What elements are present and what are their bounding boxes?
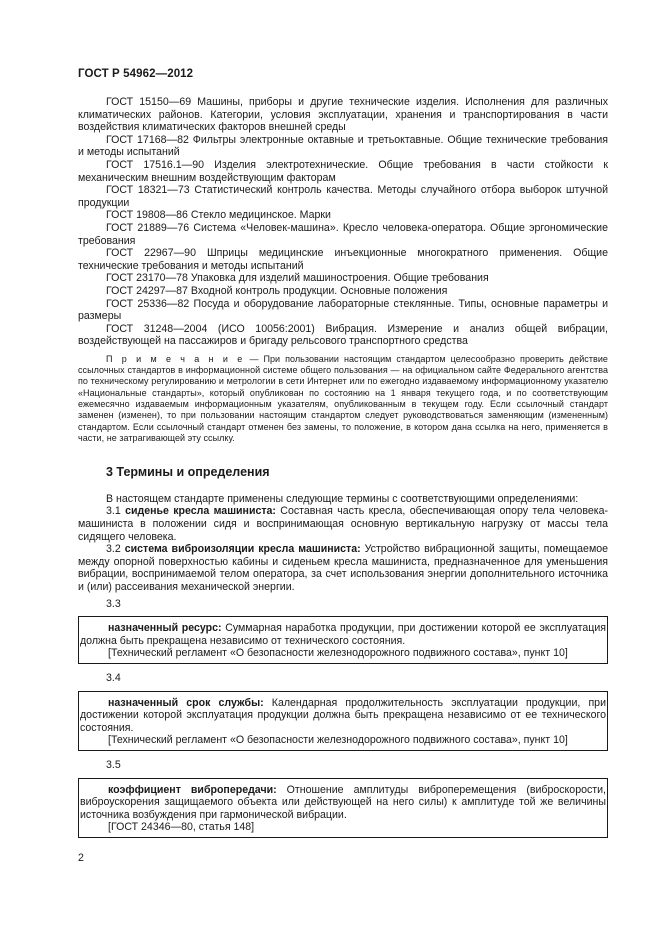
- term-3-1: [78, 505, 608, 543]
- term-name: система виброизоляции кресла машиниста:: [124, 543, 361, 556]
- term-name: назначенный срок службы:: [108, 696, 264, 709]
- note-label: П р и м е ч а н и е: [106, 353, 245, 364]
- term-number: 3.4: [106, 671, 121, 684]
- reference-item: ГОСТ 15150—69 Машины, приборы и другие технические изделия. Исполнения для различных климатических районов. Категории, условия эксплуатации, хранения и транспортирования в части воздействия климатических факторов внешней среды: [78, 96, 608, 134]
- reference-item: ГОСТ 17516.1—90 Изделия электротехнические. Общие требования в части стойкости к механическим внешним воздействующим факторам: [78, 158, 608, 184]
- term-source: [Технический регламент «О безопасности железнодорожного подвижного состава», пункт 10]: [108, 734, 568, 747]
- term-definition: Устройство вибрационной защиты, помещаемое между опорной поверхностью кабины и сиденьем кресла машиниста, предназначенное для уменьшения вибрации, воспринимаемой телом оператора, за счет использования энергии дополнительного источника и (или) рассеивания механической энергии.: [78, 543, 609, 593]
- term-3-3: [79, 622, 607, 647]
- note-paragraph: [78, 354, 608, 444]
- term-3-3-box: [78, 616, 608, 664]
- section-intro: В настоящем стандарте применены следующие термины с соответствующими определениями:: [106, 492, 579, 505]
- page-content: [78, 96, 608, 846]
- term-3-5-box: [78, 778, 608, 838]
- reference-item: ГОСТ 19808—86 Стекло медицинское. Марки: [106, 209, 331, 222]
- term-number: 3.1: [106, 505, 126, 518]
- term-3-5: [79, 784, 607, 822]
- page-header: ГОСТ Р 54962—2012: [78, 68, 194, 80]
- term-source: [Технический регламент «О безопасности железнодорожного подвижного состава», пункт 10]: [108, 647, 568, 660]
- term-definition: Отношение амплитуды виброперемещения (виброскорости, виброускорения защищаемого объекта или действующей на него силы) к амплитуде той же величины источника возбуждения при гармонической вибрации.: [80, 783, 606, 821]
- term-number: 3.5: [106, 758, 121, 771]
- term-name: назначенный ресурс:: [108, 622, 222, 635]
- reference-item: ГОСТ 22967—90 Шприцы медицинские инъекционные многократного применения. Общие технические требования и методы испытаний: [78, 247, 608, 272]
- term-definition: Суммарная наработка продукции, при достижении которой ее эксплуатация должна быть прекращена независимо от технического состояния.: [80, 622, 606, 647]
- term-name: коэффициент вибропередачи:: [108, 783, 277, 796]
- term-source: [ГОСТ 24346—80, статья 148]: [108, 821, 255, 834]
- reference-item: ГОСТ 25336—82 Посуда и оборудование лабораторные стеклянные. Типы, основные параметры и размеры: [78, 297, 608, 323]
- reference-item: ГОСТ 18321—73 Статистический контроль качества. Методы случайного отбора выборок штучной продукции: [78, 184, 608, 209]
- term-definition: Календарная продолжительность эксплуатации продукции, при достижении которой эксплуатация продукции должна быть прекращена независимо от ее технического состояния.: [80, 696, 606, 734]
- term-definition: Составная часть кресла, обеспечивающая опору тела человека-машиниста в положении сидя и воспринимающая основную вертикальную нагрузку от массы тела сидящего человека.: [78, 505, 609, 543]
- note-text: — При пользовании настоящим стандартом целесообразно проверить действие ссылочных стандартов в информационной системе общего пользования — на официальном сайте Федерального агентства по техническому регулированию и метрологии в сети Интернет или по ежегодно издаваемому информационному указателю «Национальные стандарты», который опубликован по состоянию на 1 января текущего года, и по соответствующим ежемесячно издаваемым информационным указателям, опубликованным в текущем году. Если ссылочный стандарт заменен (изменен), то при пользовании настоящим стандартом следует руководствоваться заменяющим (измененным) стандартом. Если ссылочный стандарт отменен без замены, то положение, в котором дана ссылка на него, применяется в части, не затрагивающей эту ссылку.: [78, 353, 608, 443]
- reference-item: ГОСТ 23170—78 Упаковка для изделий машиностроения. Общие требования: [106, 272, 489, 285]
- reference-item: ГОСТ 21889—76 Система «Человек-машина». Кресло человека-оператора. Общие эргономические требования: [78, 221, 608, 247]
- term-name: сиденье кресла машиниста:: [125, 505, 276, 518]
- term-3-4: [79, 697, 607, 735]
- term-number: 3.3: [106, 597, 121, 610]
- page-number: 2: [78, 852, 84, 864]
- term-3-4-box: [78, 691, 608, 751]
- reference-item: ГОСТ 17168—82 Фильтры электронные октавные и третьоктавные. Общие технические требования и методы испытаний: [78, 133, 608, 159]
- reference-item: ГОСТ 31248—2004 (ИСО 10056:2001) Вибрация. Измерение и анализ общей вибрации, воздействующей на пассажиров и бригаду рельсового транспортного средства: [78, 322, 608, 348]
- term-number: 3.2: [106, 543, 125, 556]
- reference-item: ГОСТ 24297—87 Входной контроль продукции. Основные положения: [106, 284, 448, 297]
- reference-list: [78, 96, 608, 348]
- term-3-2: [78, 543, 608, 593]
- section-heading: 3 Термины и определения: [106, 465, 270, 480]
